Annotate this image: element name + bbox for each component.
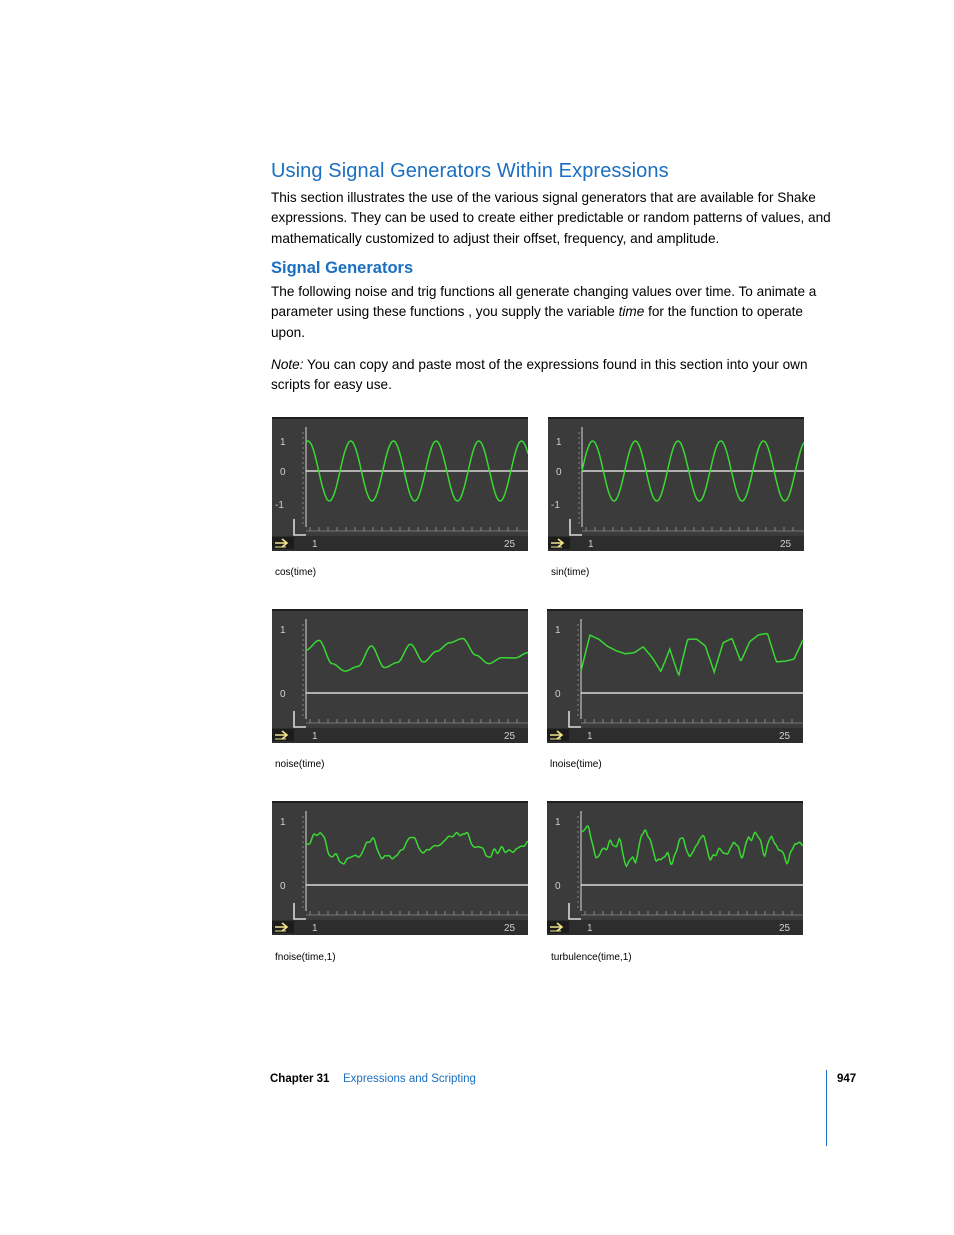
footer-chapter: Chapter 31 — [270, 1073, 330, 1085]
y-tick-label: 0 — [280, 881, 286, 892]
y-tick-label: -1 — [275, 500, 284, 511]
graph-caption: cos(time) — [275, 567, 317, 578]
y-tick-label: 0 — [556, 467, 562, 478]
graph-lnoise — [547, 609, 803, 743]
corner-bracket-icon — [294, 903, 306, 919]
corner-bracket-icon — [294, 711, 306, 727]
timebar-strip — [547, 920, 803, 935]
graph-caption: turbulence(time,1) — [551, 952, 632, 963]
x-tick-label: 25 — [779, 923, 791, 934]
note-paragraph — [271, 355, 831, 396]
timebar-strip — [547, 728, 803, 743]
y-tick-label: -1 — [551, 500, 560, 511]
section-title: Using Signal Generators Within Expressions — [271, 160, 669, 182]
graph-caption: fnoise(time,1) — [275, 952, 336, 963]
y-tick-label: 0 — [555, 689, 561, 700]
y-tick-label: 1 — [555, 817, 561, 828]
x-tick-label: 25 — [504, 731, 516, 742]
body-text-start: The following noise and trig functions all generate changing values over time. To animate a parameter using these functions , you supply the variable — [271, 284, 817, 320]
x-tick-label: 1 — [587, 731, 593, 742]
graph-caption: lnoise(time) — [550, 759, 602, 770]
y-tick-label: 1 — [280, 437, 286, 448]
graph-turbulence — [547, 801, 803, 935]
page-number: 947 — [837, 1073, 857, 1085]
timebar-strip — [548, 536, 804, 551]
y-tick-label: 0 — [280, 689, 286, 700]
timebar-strip — [272, 920, 528, 935]
signal-curve — [306, 639, 528, 672]
curve-plot — [272, 803, 528, 935]
x-tick-label: 1 — [588, 539, 594, 550]
y-tick-label: 1 — [280, 625, 286, 636]
y-tick-label: 1 — [280, 817, 286, 828]
y-tick-label: 1 — [555, 625, 561, 636]
body-variable-emphasis: time — [618, 304, 645, 320]
graph-sin — [548, 417, 804, 551]
x-tick-label: 1 — [587, 923, 593, 934]
x-tick-label: 25 — [504, 923, 516, 934]
x-tick-label: 25 — [780, 539, 792, 550]
curve-plot — [548, 419, 804, 551]
signal-curve — [581, 634, 803, 675]
y-tick-label: 0 — [555, 881, 561, 892]
x-tick-label: 1 — [312, 539, 318, 550]
curve-plot — [272, 419, 528, 551]
corner-bracket-icon — [570, 519, 582, 535]
graph-noise — [272, 609, 528, 743]
footer-divider — [826, 1070, 827, 1146]
x-tick-label: 1 — [312, 923, 318, 934]
y-tick-label: 0 — [280, 467, 286, 478]
graph-cos — [272, 417, 528, 551]
footer-section-link[interactable]: Expressions and Scripting — [343, 1073, 476, 1085]
y-tick-label: 1 — [556, 437, 562, 448]
intro-paragraph: This section illustrates the use of the various signal generators that are available for Shake expressions. They can be used to create either predictable or random patterns of values, and mathematically customized to adjust their offset, frequency, and amplitude. — [271, 190, 831, 246]
curve-plot — [547, 611, 803, 743]
body-paragraph — [271, 282, 831, 343]
curve-plot — [272, 611, 528, 743]
note-label: Note: — [271, 357, 304, 372]
signal-curve — [581, 826, 803, 866]
note-text: You can copy and paste most of the expressions found in this section into your own scripts for easy use. — [271, 357, 808, 393]
x-tick-label: 25 — [779, 731, 791, 742]
timebar-strip — [272, 536, 528, 551]
x-tick-label: 25 — [504, 539, 516, 550]
x-tick-label: 1 — [312, 731, 318, 742]
corner-bracket-icon — [569, 711, 581, 727]
curve-plot — [547, 803, 803, 935]
graph-caption: noise(time) — [275, 759, 325, 770]
subsection-title: Signal Generators — [271, 259, 414, 277]
corner-bracket-icon — [294, 519, 306, 535]
timebar-strip — [272, 728, 528, 743]
body-text-end: for the function to operate upon. — [271, 304, 803, 340]
corner-bracket-icon — [569, 903, 581, 919]
signal-curve — [306, 833, 528, 864]
graph-fnoise — [272, 801, 528, 935]
graph-caption: sin(time) — [551, 567, 590, 578]
